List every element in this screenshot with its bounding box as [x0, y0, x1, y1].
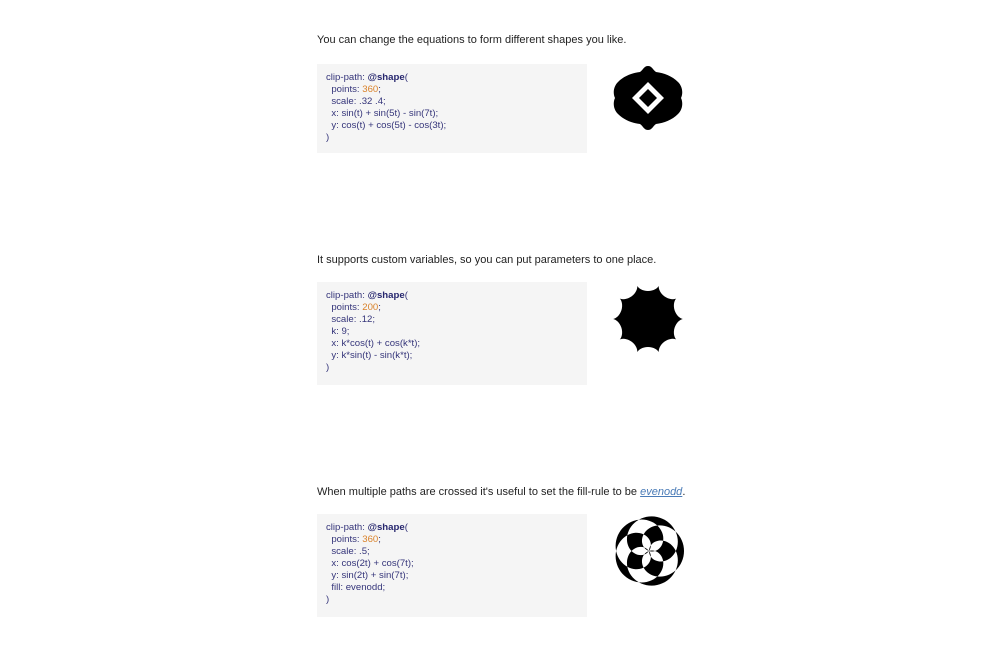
code-line-fill: fill: evenodd;: [326, 582, 386, 593]
code-line-close: ): [326, 362, 330, 373]
example-section-2: [317, 253, 717, 373]
code-text: clip-path:: [326, 290, 368, 301]
code-text: clip-path:: [326, 522, 368, 533]
code-line-points: [326, 302, 587, 314]
code-line-x: x: cos(2t) + cos(7t);: [326, 558, 414, 569]
code-text: points:: [326, 302, 363, 313]
code-number: 200: [362, 302, 379, 313]
code-keyword: @shape: [367, 522, 405, 533]
example-section-3: [317, 485, 717, 605]
evenodd-link[interactable]: evenodd: [640, 486, 683, 498]
code-line-points: [326, 84, 587, 96]
code-text: (: [404, 522, 408, 533]
code-line-x: x: sin(t) + sin(5t) - sin(7t);: [326, 108, 439, 119]
code-line-y: y: k*sin(t) - sin(k*t);: [326, 350, 413, 361]
intro-text: You can change the equations to form different shapes you like.: [317, 34, 627, 46]
code-number: 360: [362, 84, 379, 95]
code-number: 360: [362, 534, 379, 545]
code-block: [317, 64, 587, 153]
evenodd-rosette-shape-icon: [613, 515, 685, 587]
code-text: points:: [326, 84, 363, 95]
code-line-close: ): [326, 594, 330, 605]
code-keyword: @shape: [367, 290, 405, 301]
code-text: ;: [378, 302, 381, 313]
intro-text: [317, 485, 717, 499]
code-text: (: [404, 290, 408, 301]
star-burst-shape-icon: [613, 284, 683, 354]
code-text: clip-path:: [326, 72, 368, 83]
code-block: [317, 282, 587, 385]
code-line-y: y: cos(t) + cos(5t) - cos(3t);: [326, 120, 447, 131]
code-line-open: [326, 522, 587, 534]
rounded-diamond-shape-icon: [612, 64, 684, 132]
code-text: (: [404, 72, 408, 83]
code-line-k: k: 9;: [326, 326, 350, 337]
code-line-scale: scale: .12;: [326, 314, 376, 325]
intro-text: It supports custom variables, so you can put parameters to one place.: [317, 254, 657, 266]
code-line-scale: scale: .5;: [326, 546, 370, 557]
code-line-open: [326, 290, 587, 302]
code-block: [317, 514, 587, 617]
code-line-close: ): [326, 132, 330, 143]
code-line-y: y: sin(2t) + sin(7t);: [326, 570, 409, 581]
code-line-x: x: k*cos(t) + cos(k*t);: [326, 338, 421, 349]
intro-text-part: When multiple paths are crossed it's useful to set the fill-rule to be: [317, 486, 641, 498]
code-line-scale: scale: .32 .4;: [326, 96, 386, 107]
intro-text-part: .: [682, 486, 686, 498]
code-text: ;: [378, 84, 381, 95]
code-text: points:: [326, 534, 363, 545]
code-line-open: [326, 72, 587, 84]
code-keyword: @shape: [367, 72, 405, 83]
code-text: ;: [378, 534, 381, 545]
code-line-points: [326, 534, 587, 546]
example-section-1: [317, 33, 717, 143]
